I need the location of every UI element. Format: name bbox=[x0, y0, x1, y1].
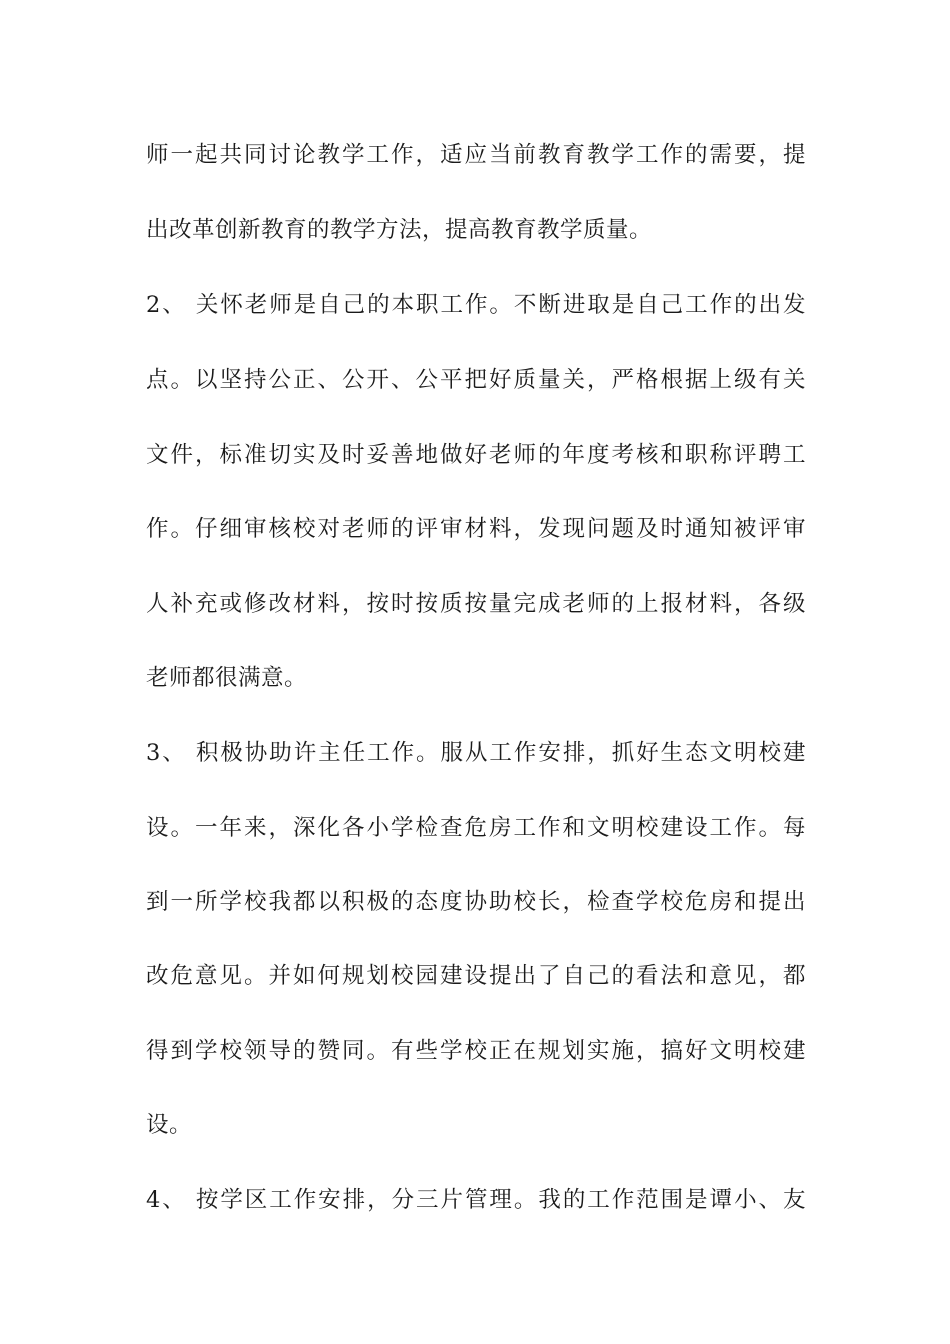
list-item-4-line: 4、 按学区工作安排，分三片管理。我的工作范围是谭小、友 bbox=[146, 1187, 806, 1213]
list-item-3-line: 3、 积极协助许主任工作。服从工作安排，抓好生态文明校建 bbox=[146, 740, 806, 766]
text-line: 文件，标准切实及时妥善地做好老师的年度考核和职称评聘工 bbox=[146, 442, 806, 468]
text-line: 设。一年来，深化各小学检查危房工作和文明校建设工作。每 bbox=[146, 815, 806, 841]
text-line: 出改革创新教育的教学方法，提高教育教学质量。 bbox=[146, 217, 653, 243]
text-line: 改危意见。并如何规划校园建设提出了自己的看法和意见，都 bbox=[146, 963, 806, 989]
text-line: 人补充或修改材料，按时按质按量完成老师的上报材料，各级 bbox=[146, 591, 806, 617]
text-line: 设。 bbox=[146, 1112, 193, 1138]
text-line: 师一起共同讨论教学工作，适应当前教育教学工作的需要，提 bbox=[146, 142, 806, 168]
text-line: 作。仔细审核校对老师的评审材料，发现问题及时通知被评审 bbox=[146, 516, 806, 542]
text-line: 老师都很满意。 bbox=[146, 665, 308, 691]
list-item-2-line: 2、 关怀老师是自己的本职工作。不断进取是自己工作的出发 bbox=[146, 292, 806, 318]
text-line: 到一所学校我都以积极的态度协助校长，检查学校危房和提出 bbox=[146, 889, 806, 915]
text-line: 点。以坚持公正、公开、公平把好质量关，严格根据上级有关 bbox=[146, 367, 806, 393]
text-line: 得到学校领导的赞同。有些学校正在规划实施，搞好文明校建 bbox=[146, 1038, 806, 1064]
